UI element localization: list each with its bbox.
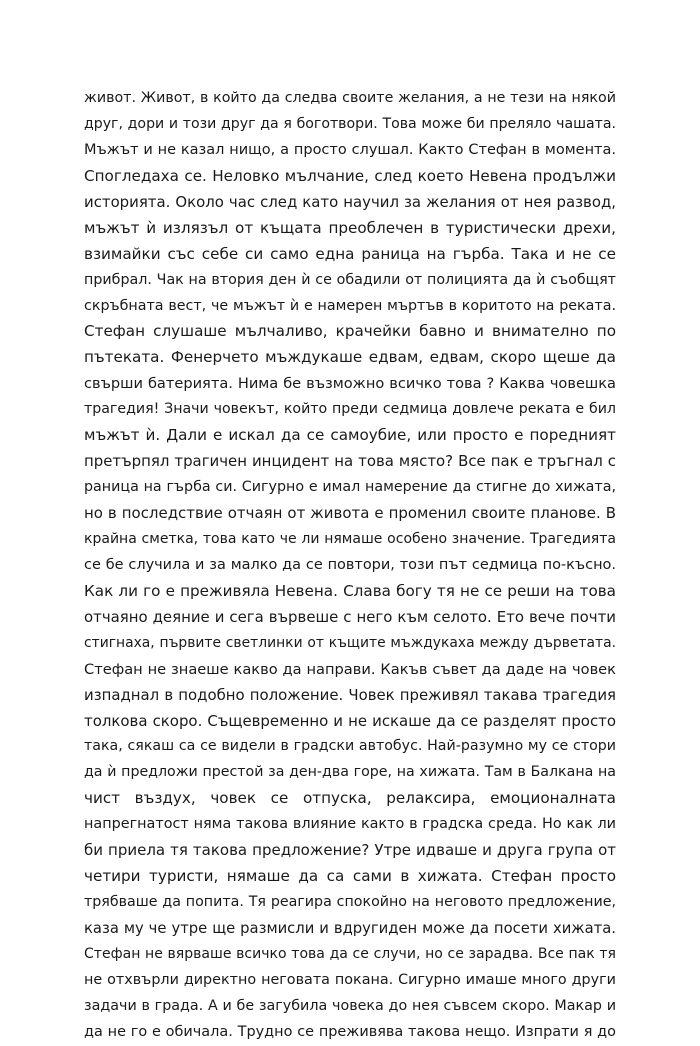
text-line: свърши батерията. Нима бе възможно всичко това ? Каква човешка [84,375,616,393]
text-line: така, сякаш са се видели в градски автобус. Най-разумно му се стори [84,738,616,755]
text-line: мъжът ѝ. Дали е искал да се самоубие, или просто е поредният [84,426,616,445]
text-line: претърпял трагичен инцидент на това място? Все пак е тръгнал с [84,452,616,471]
text-line: Стефан слушаше мълчаливо, крачейки бавно и внимателно по [84,322,616,341]
text-line: каза му че утре ще размисли и вдругиден може да посети хижата. [84,920,616,937]
text-line: да ѝ предложи престой за ден-два горе, на хижата. Там в Балкана на [84,764,616,781]
text-line: изпаднал в подобно положение. Човек преживял такава трагедия [84,685,616,704]
text-line: прибрал. Чак на втория ден ѝ се обадили от полицията да ѝ съобщят [84,271,616,288]
text-line: трагедия! Значи човекът, който преди седмица довлече реката е бил [84,401,616,418]
text-line: отчаяно деяние и сега вървеше с него към селото. Ето вече почти [84,607,616,626]
text-line: живот. Живот, в който да следва своите желания, а не тези на някой [84,90,616,106]
text-line: Мъжът и не казал нищо, а просто слушал. Както Стефан в момента. [84,141,616,158]
text-line: историята. Около час след като научил за желания от нея развод, [84,192,616,211]
text-line: Спогледаха се. Неловко мълчание, след което Невена продължи [84,166,616,185]
text-line: пътеката. Фенерчето мъждукаше едвам, едвам, скоро щеше да [84,348,616,367]
text-line: не отхвърли директно неговата покана. Сигурно имаше много други [84,971,616,988]
text-line: трябваше да попита. Тя реагира спокойно на неговото предложение, [84,894,616,911]
text-line: взимайки със себе си само една раница на гърба. Така и не се [84,244,616,263]
text-line: мъжът ѝ излязъл от къщата преоблечен в туристически дрехи, [84,218,616,237]
text-line: напрегнатост няма такова влияние както в градска среда. Но как ли [84,816,616,833]
text-line: четири туристи, нямаше да са сами в хижата. Стефан просто [84,867,616,886]
text-line: скръбната вест, че мъжът ѝ е намерен мъртъв в коритото на реката. [84,297,616,314]
text-line: Стефан не знаеше какво да направи. Какъв съвет да даде на човек [84,660,616,678]
text-line: друг, дори и този друг да я боготвори. Това може би преляло чашата. [84,115,616,132]
text-line: но в последствие отчаян от живота е променил своите планове. В [84,504,616,522]
text-line: задачи в града. А и бе загубила човека до нея съвсем скоро. Макар и [84,997,616,1014]
body-text [84,86,616,1046]
text-line: чист въздух, човек се отпуска, релаксира, емоционалната [84,789,616,808]
text-line: би приела тя такова предложение? Утре идваше и друга група от [84,841,616,860]
text-line: се бе случила и за малко да се повтори, този път седмица по-късно. [84,556,616,573]
text-line: стигнаха, първите светлинки от къщите мъждукаха между дърветата. [84,634,616,651]
text-line: Как ли го е преживяла Невена. Слава богу тя не се реши на това [84,581,616,600]
text-line: толкова скоро. Същевременно и не искаше да се разделят просто [84,711,616,730]
text-line: крайна сметка, това като че ли нямаше особено значение. Трагедията [84,530,616,547]
text-line: да не го е обичала. Трудно се преживява такова нещо. Изпрати я до [84,1023,616,1040]
text-line: Стефан не вярваше всичко това да се случи, но се зарадва. Все пак тя [84,945,616,962]
text-line: раница на гърба си. Сигурно е имал намерение да стигне до хижата, [84,479,616,496]
